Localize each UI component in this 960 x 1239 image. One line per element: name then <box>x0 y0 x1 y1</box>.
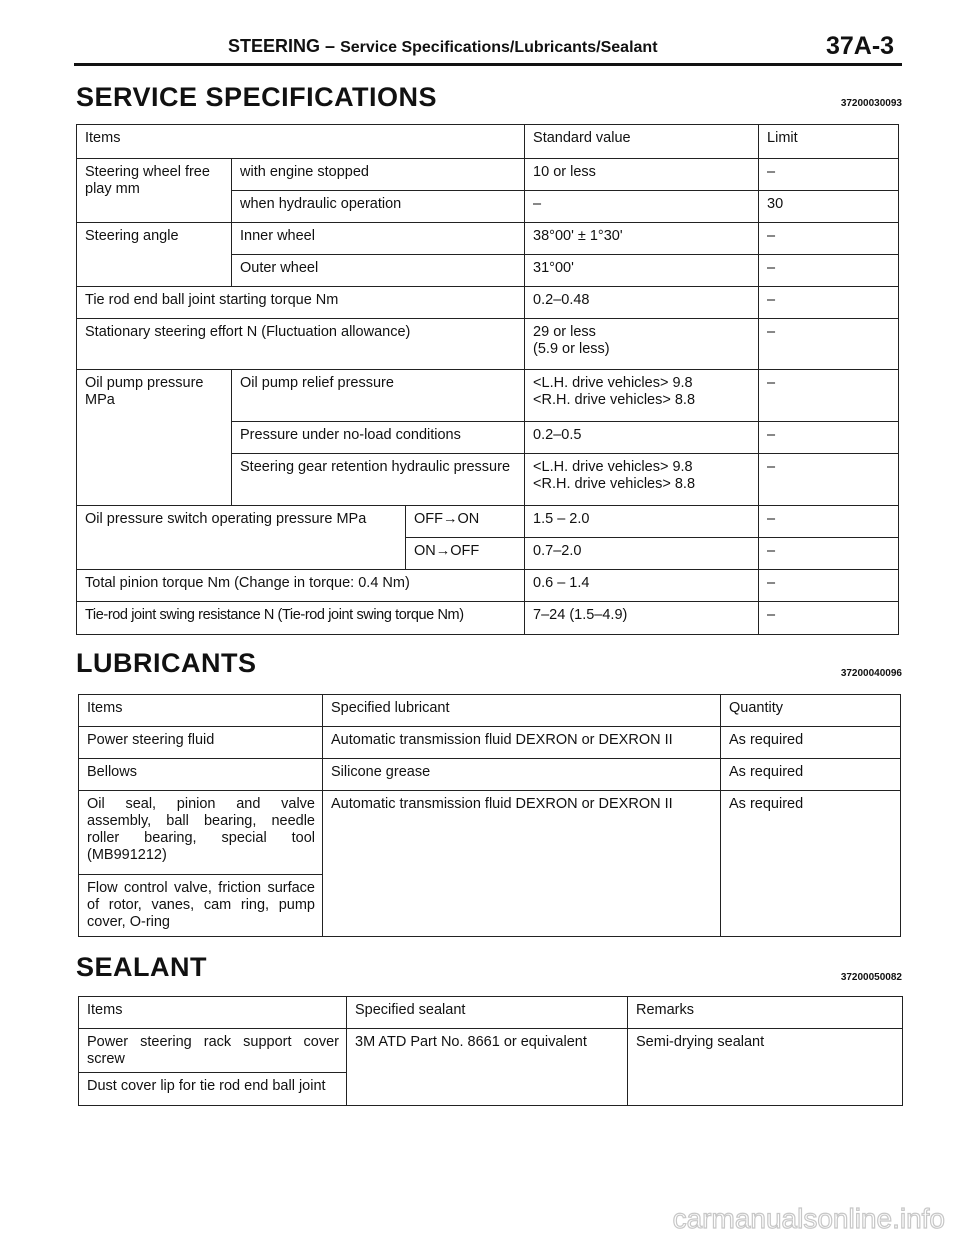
table-cell: Inner wheel <box>232 223 525 255</box>
cell-line: MPa <box>85 392 115 408</box>
header-divider <box>74 63 902 66</box>
watermark-logo <box>600 1200 950 1236</box>
table-cell: Stationary steering effort N (Fluctuation allowance) <box>77 319 525 370</box>
lubricants-heading: LUBRICANTS <box>76 648 257 678</box>
table-cell: 0.2–0.48 <box>525 287 759 319</box>
header-cell: Quantity <box>721 695 901 727</box>
row-label-cell <box>77 370 232 506</box>
table-cell: – <box>759 602 899 635</box>
table-cell: – <box>759 319 899 370</box>
header-cell: Items <box>79 997 347 1029</box>
header-subtitle: Service Specifications/Lubricants/Sealant <box>340 39 658 56</box>
table-row <box>77 319 899 370</box>
table-cell: 0.7–2.0 <box>525 538 759 570</box>
table-cell: Pressure under no-load conditions <box>232 422 525 454</box>
table-cell: – <box>759 454 899 506</box>
table-header-row <box>77 125 899 159</box>
table-row <box>77 159 899 191</box>
table-row <box>77 223 899 255</box>
cell-line: (5.9 or less) <box>533 341 610 357</box>
table-cell: – <box>759 159 899 191</box>
table-cell: when hydraulic operation <box>232 191 525 223</box>
table-cell: 0.2–0.5 <box>525 422 759 454</box>
table-row <box>79 727 901 759</box>
table-cell: Tie rod end ball joint starting torque Nm <box>77 287 525 319</box>
service-specifications-heading: SERVICE SPECIFICATIONS <box>76 82 438 112</box>
cell-line: <R.H. drive vehicles> 8.8 <box>533 476 696 492</box>
table-cell: – <box>759 370 899 422</box>
lubricants-code: 37200040096 <box>840 668 902 679</box>
table-cell: Total pinion torque Nm (Change in torque: 0.4 Nm) <box>77 570 525 602</box>
row-label-cell: Oil pressure switch operating pressure MPa <box>77 506 406 570</box>
header-cell: Standard value <box>525 125 759 159</box>
header-cell: Items <box>77 125 525 159</box>
sealant-table <box>78 996 903 1106</box>
table-row <box>79 759 901 791</box>
cell-line: Oil pump pressure <box>85 375 204 391</box>
table-cell: – <box>759 223 899 255</box>
table-cell: – <box>759 422 899 454</box>
table-cell: – <box>759 570 899 602</box>
table-cell <box>525 454 759 506</box>
table-row <box>79 791 901 875</box>
table-cell: 0.6 – 1.4 <box>525 570 759 602</box>
table-cell: Semi-drying sealant <box>628 1029 903 1106</box>
cell-line: <L.H. drive vehicles> 9.8 <box>533 459 693 475</box>
table-cell: – <box>759 506 899 538</box>
lubricants-table <box>78 694 901 937</box>
table-row <box>77 287 899 319</box>
table-cell: 31°00' <box>525 255 759 287</box>
header-section: STEERING <box>228 36 321 56</box>
table-cell: Power steering fluid <box>79 727 323 759</box>
header-cell: Specified sealant <box>347 997 628 1029</box>
header-dash: – <box>325 36 336 56</box>
table-cell: Automatic transmission fluid DEXRON or DEXRON II <box>323 791 721 937</box>
table-cell: OFF→ON <box>406 506 525 538</box>
row-label-cell: Steering angle <box>77 223 232 287</box>
table-cell: Power steering rack support cover screw <box>79 1029 347 1073</box>
table-row <box>77 602 899 635</box>
table-header-row <box>79 695 901 727</box>
row-label-cell: Steering wheel free play mm <box>77 159 232 223</box>
table-row <box>77 506 899 538</box>
table-cell: – <box>759 287 899 319</box>
table-row <box>77 370 899 422</box>
table-cell: – <box>759 255 899 287</box>
service-specifications-table <box>76 124 899 635</box>
table-cell: Outer wheel <box>232 255 525 287</box>
header-cell: Specified lubricant <box>323 695 721 727</box>
table-row <box>79 1029 903 1073</box>
table-cell: Automatic transmission fluid DEXRON or DEXRON II <box>323 727 721 759</box>
table-cell: As required <box>721 791 901 937</box>
table-cell: Bellows <box>79 759 323 791</box>
table-cell: As required <box>721 759 901 791</box>
cell-line: 29 or less <box>533 324 596 340</box>
table-cell: Flow control valve, friction surface of rotor, vanes, cam ring, pump cover, O-ring <box>79 875 323 937</box>
table-cell: 10 or less <box>525 159 759 191</box>
watermark-text: carmanualsonline.info <box>672 1203 945 1234</box>
header-cell: Limit <box>759 125 899 159</box>
table-cell: – <box>525 191 759 223</box>
table-cell: – <box>759 538 899 570</box>
table-header-row <box>79 997 903 1029</box>
table-row <box>77 570 899 602</box>
header-cell: Remarks <box>628 997 903 1029</box>
table-cell <box>525 370 759 422</box>
table-cell: 3M ATD Part No. 8661 or equivalent <box>347 1029 628 1106</box>
table-cell: with engine stopped <box>232 159 525 191</box>
table-cell: 30 <box>759 191 899 223</box>
table-cell: Oil seal, pinion and valve assembly, ball bearing, needle roller bearing, special tool (MB991212) <box>79 791 323 875</box>
sealant-code: 37200050082 <box>840 972 902 983</box>
cell-line: <R.H. drive vehicles> 8.8 <box>533 392 696 408</box>
table-cell: ON→OFF <box>406 538 525 570</box>
table-cell: 38°00' ± 1°30' <box>525 223 759 255</box>
sealant-heading: SEALANT <box>76 952 207 982</box>
table-cell: Silicone grease <box>323 759 721 791</box>
table-cell: 7–24 (1.5–4.9) <box>525 602 759 635</box>
table-cell: Steering gear retention hydraulic pressure <box>232 454 525 506</box>
table-cell <box>525 319 759 370</box>
table-cell: 1.5 – 2.0 <box>525 506 759 538</box>
table-cell: Oil pump relief pressure <box>232 370 525 422</box>
page-number: 37A-3 <box>826 32 895 60</box>
page-header-title <box>228 36 658 57</box>
table-cell: Dust cover lip for tie rod end ball joint <box>79 1073 347 1106</box>
service-specifications-code: 37200030093 <box>840 98 902 109</box>
table-cell: As required <box>721 727 901 759</box>
cell-line: <L.H. drive vehicles> 9.8 <box>533 375 693 391</box>
table-cell: Tie-rod joint swing resistance N (Tie-rod joint swing torque Nm) <box>77 602 525 635</box>
header-cell: Items <box>79 695 323 727</box>
